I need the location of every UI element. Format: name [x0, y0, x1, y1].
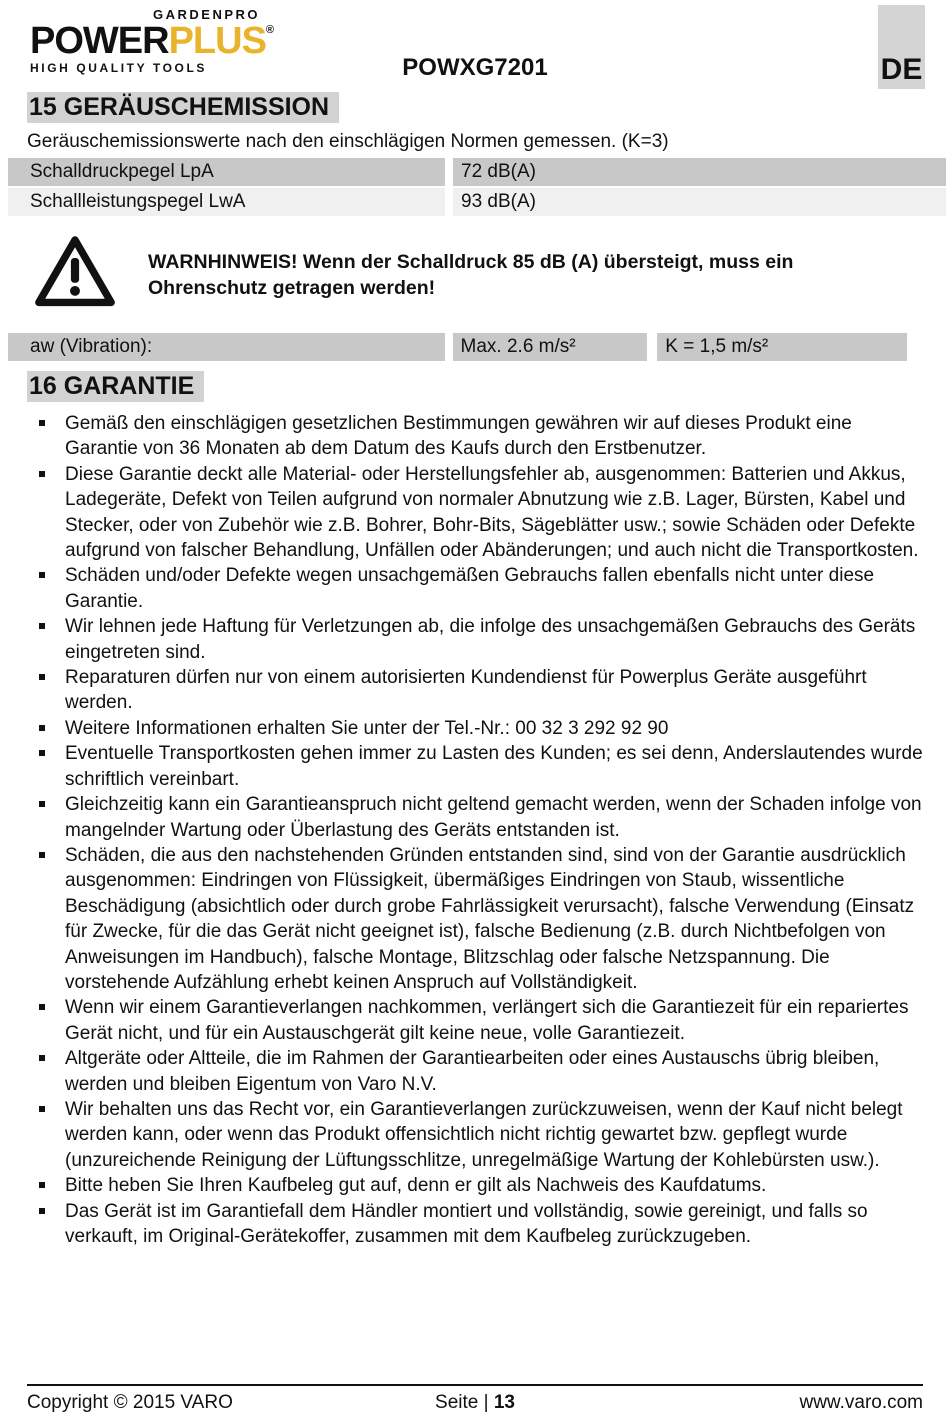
list-item — [27, 716, 923, 741]
list-item — [27, 995, 923, 1046]
footer-copyright: Copyright © 2015 VARO — [27, 1392, 233, 1413]
page-footer — [27, 1384, 923, 1414]
list-item — [27, 614, 923, 665]
section-warranty-heading-text: 16 GARANTIE — [27, 371, 204, 402]
vibration-row — [8, 333, 946, 361]
noise-row-label: Schallleistungspegel LwA — [8, 188, 445, 216]
bullet-icon — [39, 725, 45, 731]
footer-page-indicator — [326, 1392, 625, 1414]
noise-row-value: 93 dB(A) — [453, 188, 946, 216]
footer-page-number: 13 — [493, 1392, 515, 1413]
warning-triangle-icon — [33, 235, 117, 309]
logo-brand-yellow: PLUS — [168, 20, 266, 62]
bullet-icon — [39, 623, 45, 629]
vibration-max-value: Max. 2.6 m/s² — [453, 333, 648, 361]
list-item — [27, 1199, 923, 1250]
noise-row-value: 72 dB(A) — [453, 158, 946, 186]
logo-tagline: HIGH QUALITY TOOLS — [30, 61, 208, 75]
noise-intro-text: Geräuschemissionswerte nach den einschlägigen Normen gemessen. (K=3) — [27, 131, 669, 152]
vibration-k-value: K = 1,5 m/s² — [657, 333, 907, 361]
bullet-icon — [39, 1208, 45, 1214]
registered-trademark-icon: ® — [265, 24, 275, 36]
language-badge: DE — [878, 5, 925, 89]
bullet-icon — [39, 572, 45, 578]
list-item-text: Schäden und/oder Defekte wegen unsachgemäßen Gebrauchs fallen ebenfalls nicht unter diese Garantie. — [65, 565, 875, 612]
list-item-text: Eventuelle Transportkosten gehen immer zu Lasten des Kunden; es sei denn, Anderslautendes wurde schriftlich vereinbart. — [65, 743, 923, 790]
list-item-text: Gemäß den einschlägigen gesetzlichen Bestimmungen gewähren wir auf dieses Produkt eine Garantie von 36 Monaten ab dem Datum des Kaufs durch den Erstbenutzer. — [65, 413, 852, 460]
list-item — [27, 462, 923, 564]
section-noise-heading-text: 15 GERÄUSCHEMISSION — [27, 92, 339, 123]
footer-divider — [27, 1384, 923, 1386]
document-model-title: POWXG7201 — [402, 54, 548, 81]
list-item — [27, 563, 923, 614]
vibration-label: aw (Vibration): — [8, 333, 445, 361]
bullet-icon — [39, 852, 45, 858]
list-item — [27, 1046, 923, 1097]
list-item — [27, 741, 923, 792]
list-item-text: Das Gerät ist im Garantiefall dem Händler montiert und vollständig, sowie gereinigt, und falls so verkauft, im Original-Gerätekoffer, zusammen mit dem Kaufbeleg zurückzugeben. — [65, 1200, 868, 1247]
list-item-text: Gleichzeitig kann ein Garantieanspruch nicht geltend gemacht werden, wenn der Schaden infolge von mangelnder Wartung oder Überlastung des Geräts entstanden ist. — [65, 794, 922, 841]
noise-row-label: Schalldruckpegel LpA — [8, 158, 445, 186]
page-header — [27, 6, 923, 90]
list-item — [27, 665, 923, 716]
list-item-text: Altgeräte oder Altteile, die im Rahmen der Garantiearbeiten oder eines Austauschs übrig bleiben, werden und bleiben Eigentum von Varo N.V. — [65, 1048, 880, 1095]
logo-gardenpro-text: GARDENPRO — [153, 7, 261, 22]
bullet-icon — [39, 1182, 45, 1188]
section-warranty-heading — [27, 371, 923, 402]
logo-brand-black: POWER — [30, 20, 169, 62]
list-item — [27, 843, 923, 995]
footer-website: www.varo.com — [799, 1392, 924, 1413]
list-item — [27, 792, 923, 843]
table-row — [8, 188, 946, 216]
list-item-text: Bitte heben Sie Ihren Kaufbeleg gut auf, denn er gilt als Nachweis des Kaufdatums. — [65, 1175, 767, 1197]
list-item-text: Wir lehnen jede Haftung für Verletzungen ab, die infolge des unsachgemäßen Gebrauchs des Geräts eingetreten sind. — [65, 616, 916, 663]
bullet-icon — [39, 1055, 45, 1061]
list-item — [27, 1097, 923, 1173]
bullet-icon — [39, 420, 45, 426]
section-noise-heading — [27, 92, 923, 123]
list-item-text: Wir behalten uns das Recht vor, ein Garantieverlangen zurückzuweisen, wenn der Kauf nicht belegt werden kann, oder wenn das Produkt offensichtlich nicht richtig gewartet bzw. gepflegt wurde (unzureichende Reinigung der Lüftungsschlitze, unregelmäßige Wartung der Kohlebürsten usw.). — [65, 1098, 903, 1171]
table-row — [8, 158, 946, 186]
footer-page-label: Seite | — [435, 1392, 489, 1413]
warning-text: WARNHINWEIS! Wenn der Schalldruck 85 dB (A) übersteigt, muss ein Ohrenschutz getragen werden! — [148, 251, 794, 299]
bullet-icon — [39, 1106, 45, 1112]
noise-table — [8, 158, 946, 218]
bullet-icon — [39, 801, 45, 807]
bullet-icon — [39, 471, 45, 477]
list-item-text: Schäden, die aus den nachstehenden Gründen entstanden sind, sind von der Garantie ausdrücklich ausgenommen: Eindringen von Flüssigkeit, übermäßiges Eindringen von Staub, wissentliche Beschädigung (absichtlich oder durch grobe Fahrlässigkeit verursacht), falsche Verwendung (Einsatz für Zwecke, für die das Gerät nicht geeignet ist), falsche Bedienung (z.B. durch Nichtbefolgen von Anweisungen im Handbuch), falsche Montage, Blitzschlag oder falsche Netzspannung. Die vorstehende Aufzählung erhebt keinen Anspruch auf Vollständigkeit. — [65, 844, 915, 993]
list-item — [27, 411, 923, 462]
list-item — [27, 1173, 923, 1198]
bullet-icon — [39, 1004, 45, 1010]
bullet-icon — [39, 750, 45, 756]
list-item-text: Reparaturen dürfen nur von einem autorisierten Kundendienst für Powerplus Geräte ausgeführt werden. — [65, 667, 867, 714]
list-item-text: Wenn wir einem Garantieverlangen nachkommen, verlängert sich die Garantiezeit für ein repariertes Gerät nicht, und für ein Austauschgerät gilt keine neue, volle Garantiezeit. — [65, 997, 909, 1044]
list-item-text: Weitere Informationen erhalten Sie unter der Tel.-Nr.: 00 32 3 292 92 90 — [65, 717, 669, 739]
warranty-bullet-list — [27, 411, 923, 1249]
bullet-icon — [39, 674, 45, 680]
warning-block — [27, 235, 923, 313]
list-item-text: Diese Garantie deckt alle Material- oder Herstellungsfehler ab, ausgenommen: Batterien und Akkus, Ladegeräte, Defekt von Teilen aufgrund von normaler Abnutzung wie z.B. Lager, Bürsten, Kabel und Stecker, oder von Zubehör wie z.B. Bohrer, Bohr-Bits, Sägeblätter usw.; sowie Schäden oder Defekte aufgrund von falscher Behandlung, Unfällen oder Abänderungen; und auch nicht die Transportkosten. — [65, 463, 919, 562]
